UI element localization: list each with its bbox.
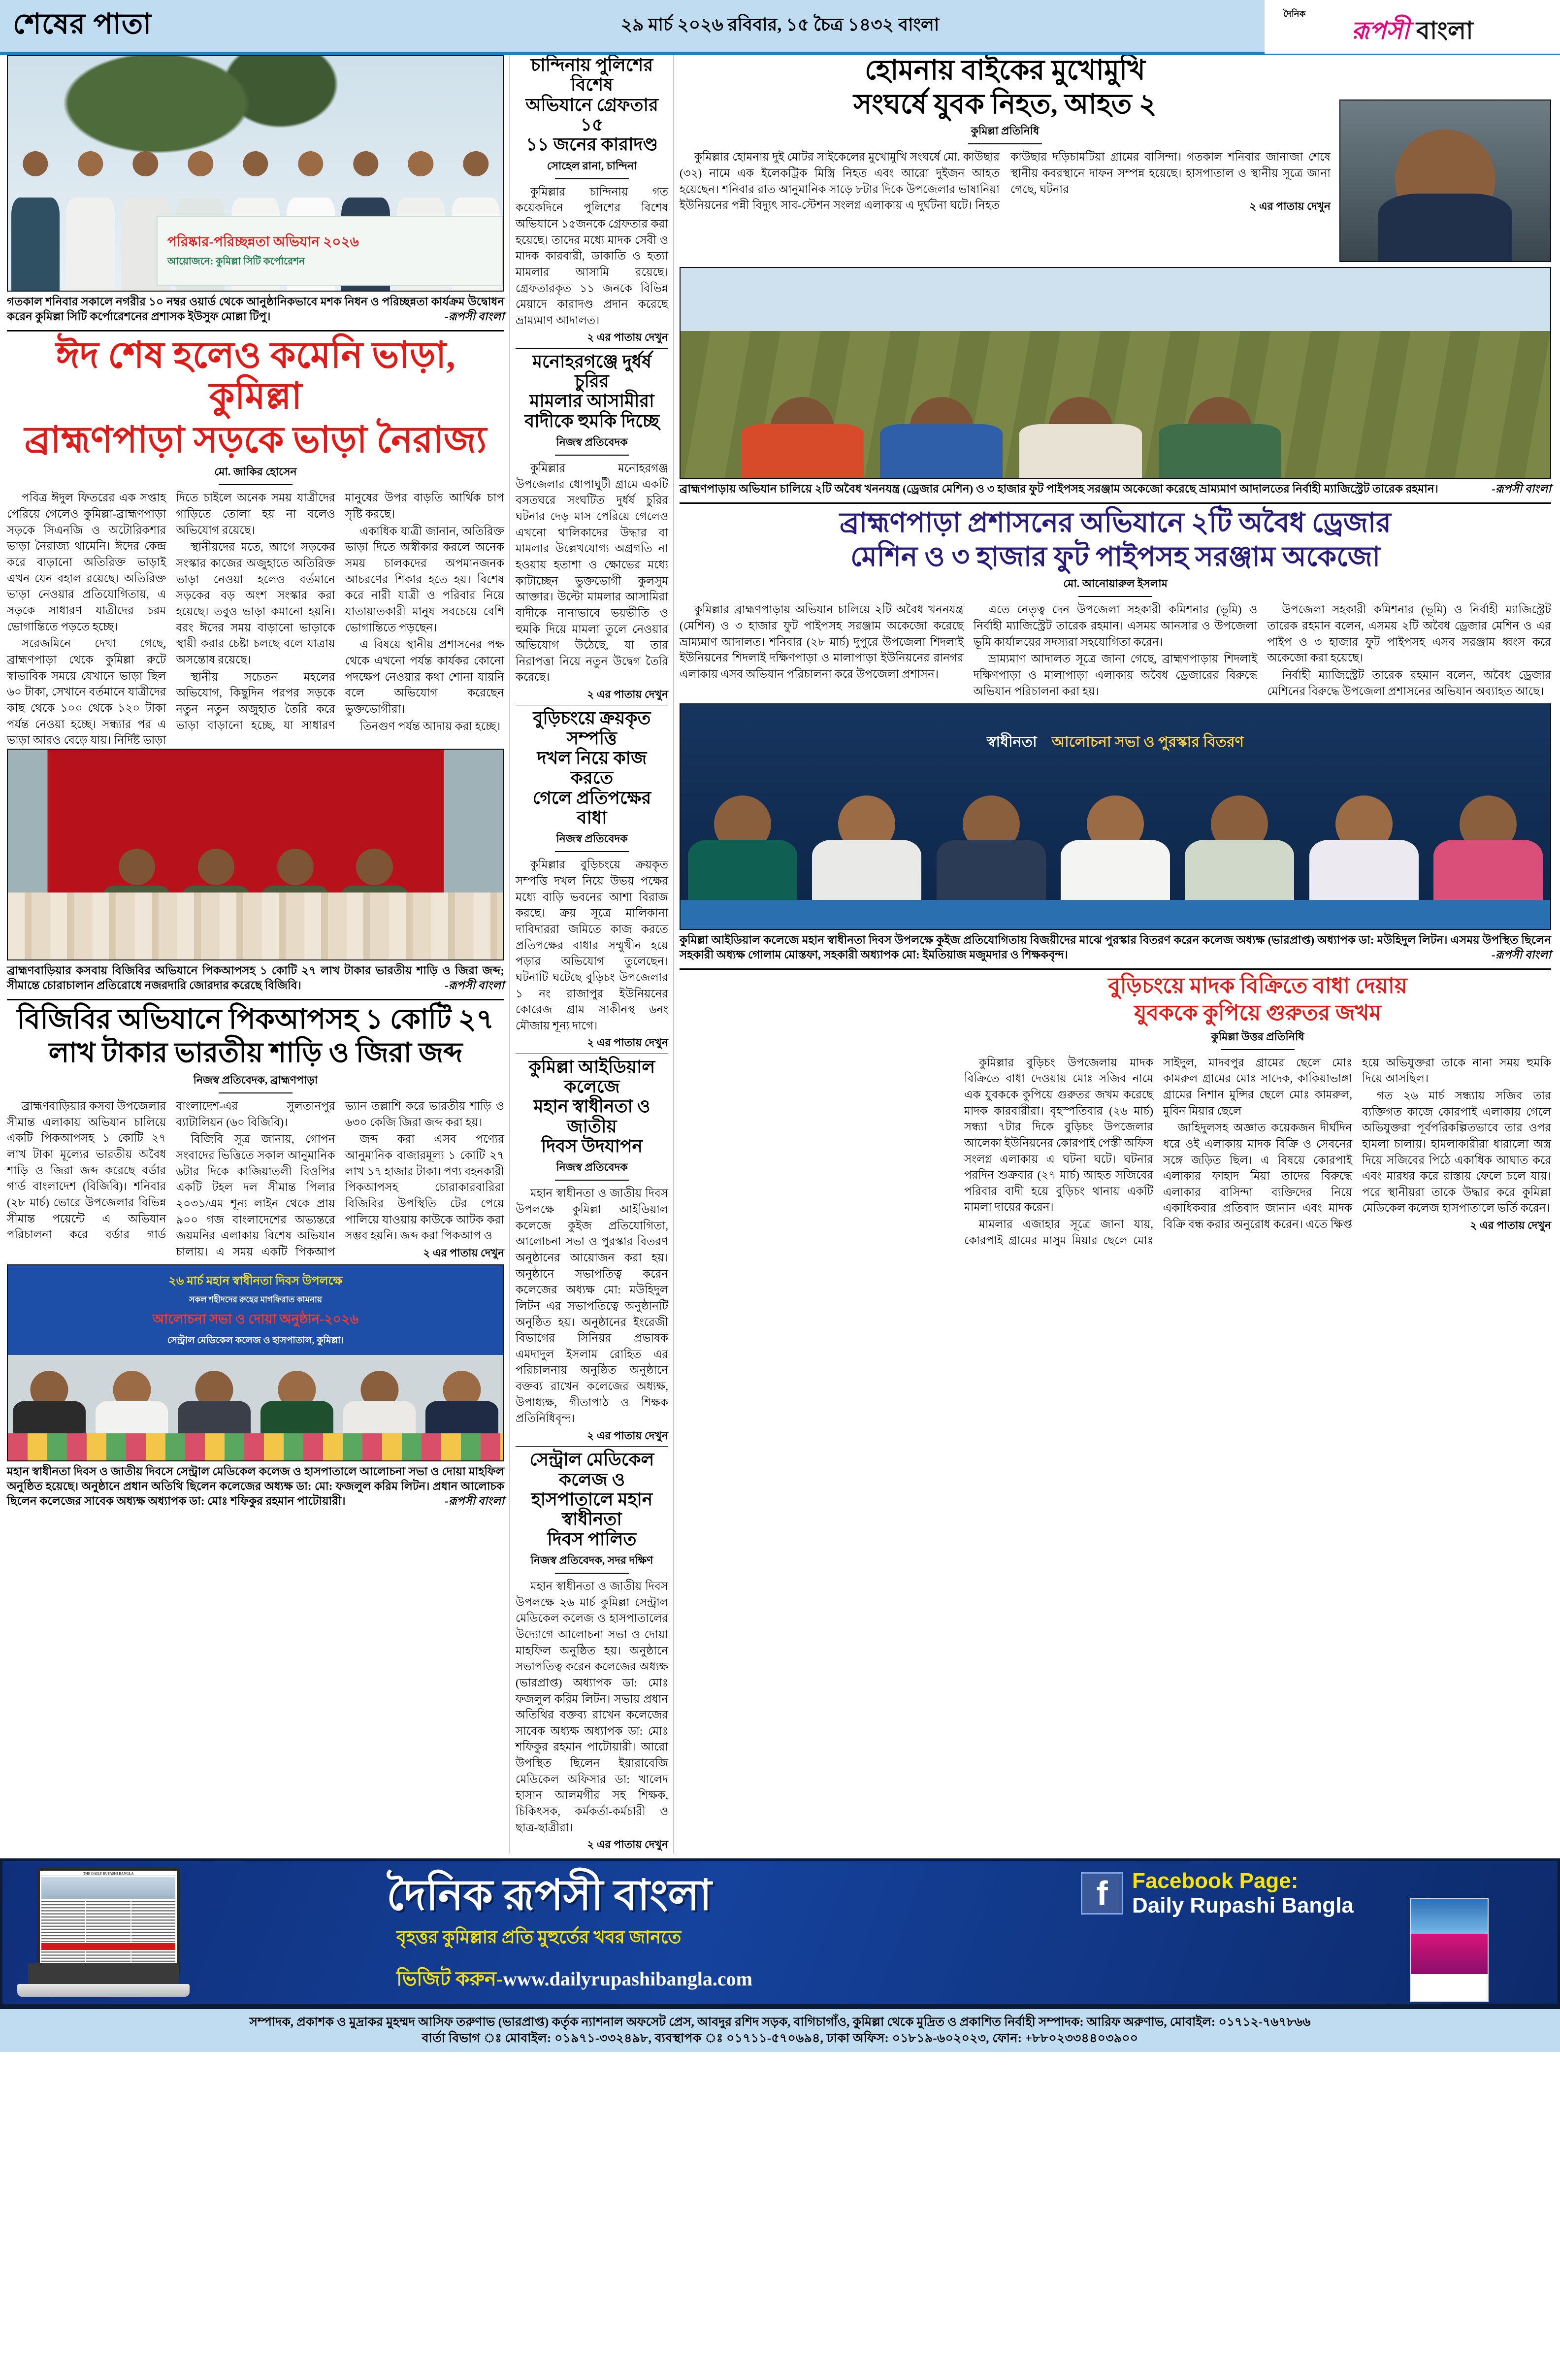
- stage-banner-line1: ২৬ মার্চ মহান স্বাধীনতা দিবস উপলক্ষে: [168, 1274, 343, 1288]
- stage-banner-line3: আলোচনা সভা ও দোয়া অনুষ্ঠান-২০২৬: [152, 1311, 359, 1326]
- paragraph: তিনগুণ পর্যন্ত আদায় করা হচ্ছে।: [359, 720, 501, 732]
- column-left: [7, 55, 504, 1853]
- headline-dredger-l2: মেশিন ও ৩ হাজার ফুট পাইপসহ সরঞ্জাম অকেজো: [850, 541, 1381, 572]
- flower-row: [8, 1433, 503, 1460]
- imprint-line-2: বার্তা বিভাগ ঃ মোবাইল: ০১৯৭১-৩৩২৪৯৮, ব্যবস্থাপক ঃ ০১৭১১-৫৭০৬৯৪, ঢাকা অফিস: ০১৮১৯-৬০২০২৩, ফোন: +৮৮০২৩৩৪৪০৩৯০০: [422, 2032, 1138, 2046]
- banner-title: পরিষ্কার-পরিচ্ছন্নতা অভিযান ২০২৬: [167, 234, 359, 250]
- stage-banner-line2: সকল শহীদদের রুহের মাগফিরাত কামনায়: [189, 1294, 323, 1304]
- paragraph: উপজেলা সহকারী কমিশনার (ভূমি) ও নির্বাহী ম্যাজিস্ট্রেট তারেক রহমান বলেন, এসময় ২টি অবৈধ ড্রেজার মেশিন ও এর পাইপ ও ৩ হাজার ফুট পাইপসহ এসব সরঞ্জাম ধ্বংস করে অকেজো করা হয়েছে।: [1267, 603, 1551, 664]
- headline-chandina-l2: অভিযানে গ্রেফতার ১৫: [525, 95, 658, 134]
- ad-title: দৈনিক রূপসী বাংলা: [387, 1871, 712, 1919]
- divider: [680, 502, 1551, 504]
- headline-burichong-drug-l1: বুড়িচংয়ে মাদক বিক্রিতে বাধা দেয়ায়: [1108, 974, 1407, 998]
- paragraph: সরেজমিনে দেখা গেছে, ব্রাহ্মণপাড়া থেকে কুমিল্লা রুটে স্বাভাবিক সময়ে যেখানে ভাড়া ছিল ৬০ টাকা, সেখানে বর্তমানে যাত্রীদের কাছ থেকে ১০০ থেকে ১২০ টাকা পর্যন্ত নেওয়া হচ্ছে। সন্ধ্যার পর এ ভাড়া আরও বেড়ে যায়। নির্দিষ্ট ভাড়া দিতে চাইলে অনেক সময় যাত্রীদের গাড়িতে তোলা হয় না বলেও অভিযোগ রয়েছে।: [7, 492, 335, 747]
- facebook-page-name: Daily Rupashi Bangla: [1132, 1893, 1354, 1918]
- paragraph: স্থানীয়দের মতে, আগে সড়কের সংস্কার কাজের অজুহাতে অতিরিক্ত ভাড়া নেওয়া হলেও বর্তমানে সড়কের বড় অংশ সংস্কার করা হয়েছে। তবুও ভাড়া কমানো হয়নি। বরং ঈদের সময় বাড়ানো ভাড়াকে স্থায়ী করার চেষ্টা চলছে বলে যাত্রায় অসন্তোষ রয়েছে।: [176, 541, 335, 666]
- photo-dredger-operation: [680, 267, 1551, 479]
- headline-central-medical-l3: দিবস পালিত: [547, 1529, 637, 1549]
- logo-word-rupashi: রূপসী: [1351, 16, 1410, 44]
- byline-ideal-college: নিজস্ব প্রতিবেদক: [516, 1156, 668, 1186]
- photo-ideal-college-event: স্বাধীনতা আলোচনা সভা ও পুরস্কার বিতরণ: [680, 703, 1551, 930]
- jump-line[interactable]: ২ এর পাতায় দেখুন: [423, 1247, 504, 1259]
- photo-caption-2: ব্রাহ্মণবাড়িয়ার কসবায় বিজিবির অভিযানে পিকআপসহ ১ কোটি ২৭ লাখ টাকার ভারতীয় শাড়ি ও জিরা জব্দ; সীমান্তে চোরাচালান প্রতিরোধে নজরদারি জোরদার করেছে বিজিবি। -রূপসী বাংলা: [7, 960, 504, 995]
- page-body: [0, 55, 1560, 1853]
- headline-burichong-drug-l2: যুবককে কুপিয়ে গুরুতর জখম: [1134, 1001, 1381, 1025]
- masthead: [0, 0, 1560, 55]
- paragraph: জাহিদুলসহ অজ্ঞাত কয়েকজন দীর্ঘদিন ধরে ওই এলাকায় মাদক বিক্রি ও সেবনের সঙ্গে জড়িত ছিল। এ বিষয়ে কোরপাই এলাকার ফাহাদ মিয়া তাদের বিরুদ্ধে এলাকার বাসিন্দা ব্যক্তিদের নিয়ে একাধিকবার প্রতিবাদ জানান এবং মাদক বিক্রি বন্ধ করার অনুরোধ করেন। এতে ক্ষিপ্ত হয়ে অভিযুক্তরা তাকে নানা সময় হুমকি দিয়ে আসছিল।: [1163, 1056, 1551, 1231]
- divider: [7, 999, 504, 1000]
- newspaper-preview: [37, 1868, 180, 1975]
- paragraph: মহান স্বাধীনতা ও জাতীয় দিবস উপলক্ষে কুমিল্লা আইডিয়াল কলেজে কুইজ প্রতিযোগিতা, আলোচনা সভা ও পুরস্কার বিতরণ অনুষ্ঠানের আয়োজন করা হয়। অনুষ্ঠানে সভাপতিত্ব করেন কলেজের অধ্যক্ষ মো: মউহিদুল লিটন এর সভাপতিত্বে অনুষ্ঠানটি অনুষ্ঠিত হয়। অনুষ্ঠানের ইংরেজী বিভাগের সিনিয়র প্রভাষক এমদাদুল ইসলাম রোহিত এর পরিচালনায় অনুষ্ঠিত অনুষ্ঠানে বক্তব্য রাখেন কলেজের অধ্যক্ষ, উপাধ্যক্ষ, গীতাপাঠ ও শিক্ষক প্রতিনিধিবৃন্দ।: [516, 1187, 668, 1425]
- headline-chandina-l3: ১১ জনের কারাদণ্ড: [526, 134, 658, 155]
- byline-burichong-land: নিজস্ব প্রতিবেদক: [516, 827, 668, 857]
- banner-organizer: আয়োজনে: কুমিল্লা সিটি কর্পোরেশন: [167, 256, 305, 267]
- ad-visit-line[interactable]: [396, 1963, 752, 1996]
- jump-line[interactable]: ২ এর পাতায় দেখুন: [587, 1036, 668, 1049]
- imprint-line-1: সম্পাদক, প্রকাশক ও মুদ্রাকর মুহম্মদ আসিফ তরুণাভ (ভারপ্রাপ্ত) কর্তৃক ন্যাশনাল অফসেট প্রেস, আবদুর রশিদ সড়ক, বাগিচাগাঁও, কুমিল্লা থেকে মুদ্রিত ও প্রকাশিত নির্বাহী সম্পাদক: আরিফ অরুণাভ, মোবাইল: ০১৭১২-৭৬৭৮৬৬: [249, 2015, 1311, 2029]
- paragraph: মামলার এজাহার সূত্রে জানা যায়, কোরপাই গ্রামের মাসুম মিয়ার ছেলে মোঃ সাইদুল, মাদবপুর গ্রামের ছেলে মোঃ কামরুল গ্রামের মোঃ সাদেক, কাকিয়াভাঙ্গা গ্রামের নিশান মুন্সির ছেলে মোঃ কামরুল, মুবিন মিয়ার ছেলে: [964, 1056, 1352, 1247]
- main-grid: [7, 55, 1553, 1853]
- photo-credit-dredger: -রূপসী বাংলা: [1492, 483, 1551, 495]
- byline-2: নিজস্ব প্রতিবেদক, ব্রাহ্মণপাড়া: [7, 1069, 504, 1098]
- paragraph: নির্বাহী ম্যাজিস্ট্রেট তারেক রহমান বলেন, অবৈধ ড্রেজার মেশিনের বিরুদ্ধে উপজেলা প্রশাসনের অভিযান অব্যাহত আছে।: [1267, 668, 1551, 697]
- divider: [516, 1446, 668, 1447]
- photo-caption-1: গতকাল শনিবার সকালে নগরীর ১০ নম্বর ওয়ার্ড থেকে আনুষ্ঠানিকভাবে মশক নিধন ও পরিচ্ছন্নতা কার্যক্রম উদ্বোধন করেন কুমিল্লা সিটি কর্পোরেশনের প্রশাসক ইউসুফ মোল্লা টিপু। -রূপসী বাংলা: [7, 292, 504, 326]
- paragraph: কুমিল্লার মনোহরগঞ্জ উপজেলার ধোপাঘুটী গ্রামে একটি বসতঘরে সংঘটিত দুর্ধর্ষ চুরির ঘটনার দেড় মাস পেরিয়ে গেলেও এখনো থালিকাদের উদ্ধার বা মামলার উল্লেখযোগ্য অগ্রগতি না হওয়ায় হতাশা ও ক্ষোভের মধ্যে কাটাচ্ছেন ভুক্তভোগী কুলসুম আক্তার। উল্টো মামলার আসামিরা বাদীকে নানাভাবে ভয়ভীতি ও হুমকি দিয়ে মামলা তুলে নেওয়ার অভিযোগ উঠেছে, যা তার নিরাপত্তা নিয়ে নতুন উদ্বেগ তৈরি করেছে।: [516, 462, 668, 684]
- laptop-keyboard: [28, 1963, 179, 1984]
- byline-1: মো. জাকির হোসেন: [7, 461, 504, 490]
- column-right: [680, 55, 1551, 1853]
- paragraph: জব্দ করা এসব পণ্যের আনুমানিক বাজারমূল্য ১ কোটি ২৭ লাখ ১৭ হাজার টাকা। পণ্য বহনকারী পিকআপসহ চোরাকারবারিরা বিজিবির উপস্থিতি টের পেয়ে পালিয়ে যাওয়ায় কাউকে আটক করা সম্ভব হয়নি। জব্দ করা পিকআপ ও: [345, 1133, 504, 1242]
- paragraph: একাধিক যাত্রী জানান, অতিরিক্ত ভাড়া দিতে অস্বীকার করলে অনেক সময় চালকদের অপমানজনক আচরণের শিকার হতে হয়। বিশেষ করে নারী যাত্রী ও পরিবার নিয়ে যাতায়াতকারী মানুষ সবচেয়ে বেশি ভোগান্তিতে পড়ছেন।: [345, 525, 504, 634]
- byline-burichong-drug: কুমিল্লা উত্তর প্রতিনিধি: [964, 1025, 1551, 1055]
- story-dredger: [680, 602, 1551, 699]
- paragraph: স্থানীয় সচেতন মহলের অভিযোগ, কিছুদিন পরপর সড়কে নতুন নতুন অজুহাত তৈরি করে ভাড়া বাড়ানো হচ্ছে, যা সাধারণ মানুষের উপর বাড়তি আর্থিক চাপ সৃষ্টি করছে।: [176, 492, 504, 731]
- headline-ideal-college-l3: দিবস উদযাপন: [541, 1136, 643, 1156]
- headline-fare-anarchy-line2: ব্রাহ্মণপাড়া সড়কে ভাড়া নৈরাজ্য: [24, 420, 487, 461]
- photo-caption-ideal-college: কুমিল্লা আইডিয়াল কলেজে মহান স্বাধীনতা দিবস উপলক্ষে কুইজ প্রতিযোগিতায় বিজয়ীদের মাঝে পুরস্কার বিতরণ করেন কলেজ অধ্যক্ষ (ভারপ্রাপ্ত) অধ্যাপক ডা: মউহিদুল লিটন। এসময় উপস্থিত ছিলেন সহকারী অধ্যক্ষ গোলাম মোস্তফা, সহকারী অধ্যাপক মো: ইমতিয়াজ মজুমদার ও শিক্ষকবৃন্দ। -রূপসী বাংলা: [680, 930, 1551, 964]
- photo-credit-3: -রূপসী বাংলা: [445, 1495, 504, 1508]
- paragraph: বিজিবি সূত্র জানায়, গোপন সংবাদের ভিত্তিতে সকাল আনুমানিক ৬টার দিকে কাজিয়াতলী বিওপির একটি টহল দল সীমান্ত পিলার ২০৩১/এম শূন্য লাইন থেকে প্রায় ৯০০ গজ বাংলাদেশের অভ্যন্তরে জয়মনির এলাকায় বিশেষ অভিযান চালায়। এ সময় একটি পিকআপ ভ্যান তল্লাশি করে ভারতীয় শাড়ি ও ৬৩০ কেজি জিরা জব্দ করা হয়।: [176, 1100, 504, 1258]
- divider: [680, 968, 1551, 970]
- paragraph: কুমিল্লার বুড়িচংয়ে ক্রয়কৃত সম্পত্তি দখল নিয়ে উভয় পক্ষের মধ্যে বাড়ি ভবনের আশা বিরাজ করছে। ক্রয় সূত্রে মালিকানা দাবিদাররা জমিতে কাজ করতে প্রতিপক্ষের বাধার সম্মুখীন হয়ে পড়ার অভিযোগ তুলেছেন। ঘটনাটি ঘটেছে বুড়িচং উপজেলার ১ নং রাজাপুর ইউনিয়নের কোরেজ গ্রাম সাকীনস্থ ৬নং মৌজায় শূন্য দাগে।: [516, 859, 668, 1032]
- facebook-icon[interactable]: f: [1081, 1872, 1123, 1915]
- imprint-footer: [0, 2006, 1560, 2052]
- photo-credit-ideal-college: -রূপসী বাংলা: [1492, 949, 1551, 961]
- logo-kicker: দৈনিক: [1283, 8, 1306, 19]
- byline-dredger: মো. আনোয়ারুল ইসলাম: [680, 572, 1551, 602]
- story-monohargonj: [516, 461, 668, 702]
- paragraph: মহান স্বাধীনতা ও জাতীয় দিবস উপলক্ষে ২৬ মার্চ কুমিল্লা সেন্ট্রাল মেডিকেল কলেজ ও হাসপাতালের উদ্যোগে আলোচনা সভা ও দোয়া মাহফিল অনুষ্ঠিত হয়। অনুষ্ঠানে সভাপতিত্ব করেন কলেজের অধ্যক্ষ (ভারপ্রাপ্ত) অধ্যাপক ডা: মোঃ ফজলুল করিম লিটন। সভায় প্রধান অতিথির বক্তব্য রাখেন কলেজের সাবেক অধ্যক্ষ অধ্যাপক ডা: মোঃ শফিকুর রহমান পাটোয়ারী। আরো উপস্থিত ছিলেন ইয়ারাবেজি মেডিকেল অফিসার ডা: খালেদ হাসান আলমগীর সহ শিক্ষক, চিকিৎসক, কর্মকর্তা-কর্মচারী ও ছাত্র-ছাত্রীরা।: [516, 1580, 668, 1834]
- headline-central-medical-l2: হাসপাতালে মহান স্বাধীনতা: [531, 1489, 653, 1529]
- photo-bgb-seizure: [7, 749, 504, 960]
- headline-homna-l1: হোমনায় বাইকের মুখোমুখি: [865, 55, 1145, 86]
- jump-line[interactable]: ২ এর পাতায় দেখুন: [587, 1838, 668, 1851]
- jump-line[interactable]: ২ এর পাতায় দেখুন: [587, 1429, 668, 1442]
- divider: [7, 330, 504, 331]
- promo-poster: [1410, 1898, 1489, 2002]
- facebook-block[interactable]: [1081, 1869, 1354, 1918]
- ad-visit-label: ভিজিট করুন-: [396, 1967, 503, 1990]
- ad-website-url[interactable]: www.dailyrupashibangla.com: [503, 1967, 752, 1990]
- headline-burichong-land-l1: বুড়িচংয়ে ক্রয়কৃত সম্পত্তি: [533, 708, 651, 748]
- headline-central-medical-l1: সেন্ট্রাল মেডিকেল কলেজ ও: [529, 1450, 654, 1489]
- seized-goods-stack: [8, 892, 503, 959]
- divider: [516, 348, 668, 349]
- photo-cleanliness-drive: [7, 55, 504, 292]
- laptop-illustration: [17, 1868, 190, 2001]
- headline-monohargonj-l2: মামলার আসামীরা: [529, 391, 654, 411]
- byline-chandina: সোহেল রানা, চান্দিনা: [516, 155, 668, 184]
- story-fare-anarchy: [7, 490, 504, 749]
- byline-homna: কুমিল্লা প্রতিনিধি: [680, 120, 1331, 149]
- workers: [733, 394, 1289, 478]
- byline-monohargonj: নিজস্ব প্রতিবেদক: [516, 431, 668, 461]
- photo-caption-dredger: ব্রাহ্মণপাড়ায় অভিযান চালিয়ে ২টি অবৈধ খননযন্ত্র (ড্রেজার মেশিন) ও ৩ হাজার ফুট পাইপসহ সরঞ্জাম অকেজো করেছে ভ্রাম্যমাণ আদালতের নির্বাহী ম্যাজিস্ট্রেট তারেক রহমান। -রূপসী বাংলা: [680, 479, 1551, 498]
- story-burichong-land: [516, 857, 668, 1050]
- paragraph: ভ্রাম্যমাণ আদালত সূত্রে জানা গেছে, ব্রাহ্মণপাড়ায় শিদলাই দক্ষিণপাড়া ও মালাপাড়া এলাকায় অবৈধ ড্রেজারের বিরুদ্ধে অভিযান পরিচালনা করা হয়।: [973, 653, 1258, 697]
- mini-masthead: THE DAILY RUPASHI BANGLA: [41, 1872, 175, 1876]
- jump-line[interactable]: ২ এর পাতায় দেখুন: [587, 688, 668, 701]
- story-burichong-drug: [964, 1055, 1551, 1249]
- page-label: শেষের পাতা: [13, 8, 152, 40]
- bottom-right-block: [680, 974, 1551, 1249]
- homna-top-block: [680, 55, 1551, 262]
- jump-line[interactable]: ২ এর পাতায় দেখুন: [587, 331, 668, 344]
- paragraph: এ বিষয়ে স্থানীয় প্রশাসনের পক্ষ থেকে এখনো পর্যন্ত কার্যকর কোনো পদক্ষেপ নেওয়ার কথা শোনা যায়নি বলে অভিযোগ করেছেন ভুক্তভোগীরা।: [345, 638, 504, 715]
- logo-word-bangla: বাংলা: [1416, 16, 1473, 44]
- headline-fare-anarchy-line1: ঈদ শেষ হলেও কমেনি ভাড়া, কুমিল্লা: [56, 335, 455, 417]
- jump-line[interactable]: ২ এর পাতায় দেখুন: [1249, 200, 1331, 213]
- paragraph: কুমিল্লার ব্রাহ্মণপাড়ায় অভিযান চালিয়ে ২টি অবৈধ খননযন্ত্র (মেশিন) ও ৩ হাজার ফুট পাইপসহ সরঞ্জাম অকেজো করেছে ভ্রাম্যমাণ আদালত। শনিবার (২৮ মার্চ) দুপুরে উপজেলা শিদলাই ইউনিয়নের শিদলাই দক্ষিণপাড়া ও মালাপাড়া ইউনিয়নের রানগর এলাকায় এসব অভিযান পরিচালনা করে উপজেলা প্রশাসন।: [680, 603, 964, 680]
- headline-bgb-line2: লাখ টাকার ভারতীয় শাড়ি ও জিরা জব্দ: [48, 1038, 463, 1069]
- headline-ideal-college-l1: কুমিল্লা আইডিয়াল কলেজে: [528, 1057, 655, 1097]
- ad-subtitle: বৃহত্তর কুমিল্লার প্রতি মুহুর্তের খবর জানতে: [396, 1927, 682, 1947]
- photo-central-medical: [7, 1264, 504, 1461]
- jump-line[interactable]: ২ এর পাতায় দেখুন: [1470, 1219, 1551, 1232]
- laptop-base: [17, 1984, 190, 1997]
- story-homna: [680, 149, 1331, 214]
- paragraph: ব্রাহ্মণবাড়িয়ার কসবা উপজেলার সীমান্ত এলাকায় অভিযান চালিয়ে একটি পিকআপসহ ১ কোটি ২৭ লাখ টাকা মূল্যের ভারতীয় অবৈধ শাড়ি ও জিরা জব্দ করেছে বর্ডার গার্ড বাংলাদেশ (বিজিবি)। শনিবার (২৮ মার্চ) ভোরে উপজেলার বিভিন্ন সীমান্ত পয়েন্টে এ অভিযান পরিচালনা করে বর্ডার গার্ড বাংলাদেশ-এর সুলতানপুর ব্যাটালিয়ন (৬০ বিজিবি)।: [7, 1100, 335, 1241]
- stage-banner-line4: সেন্ট্রাল মেডিকেল কলেজ ও হাসপাতাল, কুমিল্লা।: [167, 1335, 344, 1346]
- newspaper-logo: [1265, 0, 1560, 54]
- photo-victim-portrait: [1339, 99, 1551, 262]
- facebook-label: Facebook Page:: [1132, 1868, 1299, 1893]
- paragraph: গত ২৬ মার্চ সন্ধ্যায় সজিব তার ব্যক্তিগত কাজে কোরপাই এলাকায় গেলে অভিযুক্তরা পূর্বপরিকল্পিতভাবে তার ওপর হামলা চালায়। হামলাকারীরা ধারালো অস্ত্র দিয়ে সজিবের পিঠে একাধিক আঘাত করে এবং মারধর করে রাস্তায় ফেলে চলে যায়। পরে স্থানীয়রা তাকে উদ্ধার করে কুমিল্লা মেডিকেল কলেজ হাসপাতালে ভর্তি করেন।: [1362, 1089, 1551, 1215]
- story-central-medical: [516, 1579, 668, 1852]
- headline-homna-l2: সংঘর্ষে যুবক নিহত, আহত ২: [853, 89, 1157, 120]
- paragraph: কুমিল্লার হোমনায় দুই মোটর সাইকেলের মুখোমুখি সংঘর্ষে মো. কাউছার (৩২) নামে এক ইলেকট্রিক মিস্ত্রি নিহত এবং আরো দুইজন আহত হয়েছেন। শনিবার রাত আনুমানিক সাড়ে ৮টার দিকে উপজেলার ভাষানিয়া ইউনিয়নের পন্নী বিদ্যুৎ সাব-স্টেশন সংলগ্ন এলাকায় এ দুর্ঘটনা ঘটে। নিহত কাউছার দড়িচামটিয়া গ্রামের বাসিন্দা। গতকাল শনিবার জানাজা শেষে স্থানীয় কবরস্থানে দাফন সম্পন্ন হয়েছে। হাসপাতাল ও স্থানীয় সূত্রে জানা গেছে, ঘটনার: [680, 151, 1331, 212]
- story-bgb: [7, 1098, 504, 1260]
- photo-credit-2: -রূপসী বাংলা: [445, 979, 504, 992]
- bottom-advertisement[interactable]: [0, 1858, 1560, 2006]
- headline-bgb-line1: বিজিবির অভিযানে পিকআপসহ ১ কোটি ২৭: [17, 1004, 494, 1035]
- headline-monohargonj-l3: বাদীকে হুমকি দিচ্ছে: [524, 411, 659, 431]
- paragraph: কুমিল্লার বুড়িচং উপজেলায় মাদক বিক্রিতে বাধা দেওয়ায় মোঃ সজিব নামে এক যুবককে কুপিয়ে গুরুতর জখম করেছে মাদক কারবারীরা। বৃহস্পতিবার (২৬ মার্চ) সন্ধ্যা ৭টার দিকে বুড়িচং উপজেলার আলেকা ইউনিয়নের কোরপাই পেস্তী অফিস সংলগ্ন এলাকায় এ ঘটনা ঘটে। ঘটনার পরদিন শুক্রবার (২৭ মার্চ) আহত সজিবের পরিবার বাদী হয়ে বুড়িচং থানায় একটি মামলা দায়ের করেন।: [964, 1056, 1153, 1214]
- headline-ideal-college-l2: মহান স্বাধীনতা ও জাতীয়: [533, 1096, 650, 1136]
- headline-burichong-land-l3: গেলে প্রতিপক্ষের বাধা: [532, 788, 651, 827]
- event-banner: [157, 216, 503, 286]
- photo-credit-1: -রূপসী বাংলা: [445, 310, 504, 323]
- story-ideal-college: [516, 1186, 668, 1443]
- column-two: [516, 55, 668, 1853]
- headline-chandina-l1: চান্দিনায় পুলিশের বিশেষ: [530, 55, 653, 95]
- byline-central-medical: নিজস্ব প্রতিবেদক, সদর দক্ষিণ: [516, 1549, 668, 1579]
- story-chandina: [516, 184, 668, 345]
- paragraph: এতে নেতৃত্ব দেন উপজেলা সহকারী কমিশনার (ভূমি) ও নির্বাহী ম্যাজিস্ট্রেট তারেক রহমান। এসময় আনসার ও উপজেলা ভূমি কার্যালয়ের সদস্যরা সহযোগিতা করেন।: [973, 603, 1258, 648]
- masthead-date: ২৯ মার্চ ২০২৬ রবিবার, ১৫ চৈত্র ১৪৩২ বাংলা: [620, 14, 940, 34]
- headline-monohargonj-l1: মনোহরগঞ্জে দুর্ধর্ষ চুরির: [532, 351, 651, 392]
- headline-dredger-l1: ব্রাহ্মণপাড়া প্রশাসনের অভিযানে ২টি অবৈধ ড্রেজার: [840, 507, 1391, 538]
- headline-burichong-land-l2: দখল নিয়ে কাজ করতে: [537, 748, 647, 788]
- paragraph: কুমিল্লার চান্দিনায় গত কয়েকদিনে পুলিশের বিশেষ অভিযানে ১৫জনকে গ্রেফতার করা হয়েছে। তাদের মধ্যে মাদক সেবী ও মাদক কারবারী, ডাকাতি ও হত্যা মামলার আসামি রয়েছে। গ্রেফতারকৃত ১১ জনকে বিভিন্ন মেয়াদে কারাদণ্ড প্রদান করেছে ভ্রাম্যমাণ আদালত।: [516, 185, 668, 327]
- paragraph: পবিত্র ঈদুল ফিতরের এক সপ্তাহ পেরিয়ে গেলেও কুমিল্লা-ব্রাহ্মণপাড়া সড়কে সিএনজি ও অটোরিকশার ভাড়া নৈরাজ্য থামেনি। ঈদের কেন্দ্র করে বাড়ানো অতিরিক্ত ভাড়াই এখন যেন বহাল রয়েছে। অতিরিক্ত ভাড়া নেওয়ার প্রতিযোগিতায়, এ সড়কে সাধারণ যাত্রীদের চরম ভোগান্তিতে পড়তে হচ্ছে।: [7, 492, 166, 633]
- photo-caption-3: মহান স্বাধীনতা দিবস ও জাতীয় দিবসে সেন্ট্রাল মেডিকেল কলেজ ও হাসপাতালে আলোচনা সভা ও দোয়া মাহফিল অনুষ্ঠিত হয়েছে। অনুষ্ঠানে প্রধান অতিথি ছিলেন কলেজের অধ্যক্ষ ডা: মো: ফজলুল করিম লিটন। প্রধান আলোচক ছিলেন কলেজের সাবেক অধ্যক্ষ অধ্যাপক ডা: মোঃ শফিকুর রহমান পাটোয়ারী। -রূপসী বাংলা: [7, 1461, 504, 1511]
